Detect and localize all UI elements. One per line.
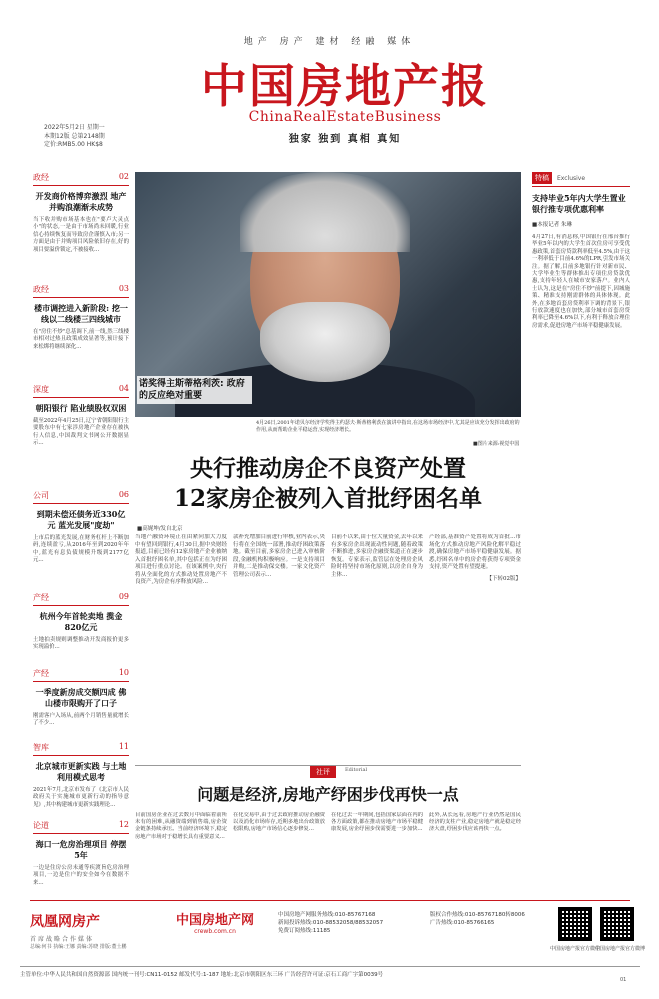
sidebar-index: [33, 172, 129, 942]
contact-line: 新闻投诉热线:010-88532058/88532057: [278, 920, 384, 926]
sidebar-summary: 2021年7月,北京市发布了《北京市人民政府关于实施城市更新行动的指导意见》,其中构建城市更新实践理论...: [33, 787, 129, 808]
contact-line: 广告热线:010-85766165: [430, 920, 495, 926]
article-column: 产经部,基准资产处置将成为首批...市场化方式推动房地产风险化解平稳过渡,确保房地产市场平稳健康发展。据悉,纾困名单中的房企将获得专项资金支持,资产处置有望提速。 【下转02版】: [429, 534, 521, 582]
footer: [30, 900, 645, 960]
price: 定价:RMB5.00 HK$8: [44, 141, 103, 148]
contact-line: 中国房地产网服务热线:010-85767168: [278, 912, 376, 918]
photo-credit: ■图片来源:视觉中国: [473, 441, 520, 447]
section-label: 深度: [33, 385, 49, 394]
issue-number: 本期12版 总第2148期: [44, 132, 105, 140]
website-url: crewb.com.cn: [194, 928, 236, 935]
sidebar-summary: 上市后的蓝光发展,在财务杠杆上不断加码,连续盈亏,从2016年至到2020年年中,蓝光有息负债规模升级到2177亿元...: [33, 535, 129, 564]
imprint-line: 主管单位:中华人民共和国自然资源部 国内统一刊号:CN11-0152 邮发代号:1-187 地址:北京市朝阳区东三环 广告经营许可证:京石工商广字第0039号: [20, 966, 640, 978]
website-brand[interactable]: [155, 909, 275, 935]
article-column: 目前不以来,由于位大量资金,去年以来有多家房企出现流动性问题,随着政策不断推进,多家房企融资渠道正在逐步恢复。专家表示,监管层在处理房企风险时将坚持市场化原则,以房企自身为主体...: [331, 534, 423, 578]
section-label: 产经: [33, 669, 49, 678]
sidebar-title: 北京城市更新实践 与土地利用模式思考: [35, 761, 127, 782]
section-label: 政经: [33, 173, 49, 182]
section-label: 政经: [33, 285, 49, 294]
main-content: [135, 172, 521, 942]
website-name: 中国房地产网: [175, 913, 254, 928]
sidebar-title: 朝阳银行 陷业绩股权双困: [35, 403, 127, 413]
sidebar-summary: 土地拍卖规则调整推动开发商报价更多实现溢价...: [33, 637, 129, 651]
sidebar-item[interactable]: [33, 490, 129, 565]
feature-tag-en: Exclusive: [557, 174, 586, 182]
editorial-column: 在化交易中,由于过去政府推动房企融资以及消化市场库存,近期多地出台政策放松限购,房地产市场信心逐步修复...: [233, 812, 325, 833]
page-ref: 11: [118, 742, 129, 751]
feature-title[interactable]: 支持毕业5年内大学生置业 银行推专项优惠利率: [532, 193, 626, 214]
page-ref: 02: [118, 172, 129, 181]
sidebar-item[interactable]: [33, 820, 129, 887]
partner-logo[interactable]: [30, 911, 140, 943]
sidebar-title: 开发商价格博弈激烈 地产并购浪潮渐未成势: [35, 191, 127, 212]
masthead-area: [0, 0, 659, 150]
section-label: 产经: [33, 593, 49, 602]
page-ref: 04: [118, 384, 129, 393]
sidebar-item[interactable]: [33, 742, 129, 809]
sidebar-title: 海口一危房治理项目 停摆5年: [35, 839, 127, 860]
article-byline: ■高娓坤/发自北京: [137, 526, 183, 532]
sidebar-summary: 当下收并购市场基本也在"要卢大灵点小"的状态,一是由于市场尚未回暖,行业信心持续恢复而导致房企谨慎入市;另一方面是由于并购项目风险依旧存在,好的项目要溢价锁定,不被接收...: [33, 217, 129, 253]
english-name: ChinaRealEstateBusiness: [248, 109, 442, 125]
publication-info: [44, 124, 105, 150]
sidebar-summary: 一边是住房公房未通等疾渡旨危房治理项目,一边是住户的安全如今在数据不来...: [33, 865, 129, 886]
continued-note[interactable]: 【下转02版】: [486, 575, 521, 582]
motto: 独家 独到 真相 真知: [288, 134, 402, 145]
photo-caption: 诺奖得主斯蒂格利茨: 政府的反应绝对重要: [137, 376, 252, 404]
sidebar-title: 一季度新房成交额四成 佛山楼市限购开了口子: [35, 687, 127, 708]
section-label: 公司: [33, 491, 49, 500]
feature-tag: 特稿: [532, 172, 552, 184]
sidebar-summary: 在"房住不炒"总基调下,前一线,然三线楼市相对过热且政策成效显著等,预计接下来松绑将继续深化...: [33, 329, 129, 350]
page-number: 01: [620, 977, 627, 983]
partner-logo-sub: 首席战略合作媒体: [30, 936, 95, 943]
qr-label: 中国房地产报官方微信: [549, 946, 600, 952]
editorial-column: 目前国房企业在过去数月中面临着前所未有的困难,从融资端到销售端,房企资金链条持续承压。当前经济环境下,稳定房地产市场对于稳增长具有重要意义...: [135, 812, 227, 840]
page-ref: 12: [118, 820, 129, 829]
partner-logo-text: 凤凰网房产: [30, 914, 100, 930]
sidebar-summary: 刚需客户入场从,前两个月销售量就增长了不少...: [33, 713, 129, 727]
editorial-column: 在化过去一年期间,包括国家层面在内的各方面政策,都在推动房地产市场平稳健康发展,房企纾困步伐需要进一步加快...: [331, 812, 423, 833]
sidebar-item[interactable]: [33, 668, 129, 728]
section-label: 智库: [33, 743, 49, 752]
sidebar-item[interactable]: [33, 384, 129, 448]
contact-line: 版权合作热线:010-85767180转8006: [430, 912, 525, 918]
sidebar-title: 楼市调控进入新阶段: 挖一线以二线楼三四线城市: [34, 303, 128, 324]
contact-line: 免费订阅热线:11185: [278, 928, 331, 934]
pub-date: 2022年5月2日 星期一: [44, 124, 105, 131]
article-column: 当地产融资环境正在由紧向加大力度中有望回到银行,4月30日,据中央财经报道,目前已经有12家房地产企业被纳入首批纾困名单,其中包括正在为纾困项目进行重点讨论。在该案例中,央行将从全面化的方式推动处置房地产不良资产,为房企有序释放风险...: [135, 534, 227, 585]
sidebar-item[interactable]: [33, 172, 129, 254]
sidebar-title: 杭州今年首轮卖地 揽金820亿元: [39, 611, 123, 632]
page-ref: 09: [118, 592, 129, 601]
sidebar-title: 到期未偿还债务近330亿元 蓝光发展"度劫": [36, 509, 126, 530]
editorial-title[interactable]: 问题是经济,房地产纾困步伐再快一点: [197, 785, 459, 804]
lead-photo[interactable]: [135, 172, 521, 417]
section-label: 论道: [33, 821, 49, 830]
sidebar-item[interactable]: [33, 592, 129, 652]
photo-description: 4月26日,2001年诺贝尔经济学奖得主约瑟夫·斯蒂格利茨在演讲中指出,在这场市场经济中,尤其是应该充分发挥出政府的作用,从而帮助企业平稳运营,实现经济增长。: [256, 420, 520, 433]
sidebar-summary: 截至2022年4月25日,辽宁省朝阳银行主要股东中有七家涉房地产企业存在被执行人信息,中国裁判文书网公开数据显示...: [33, 418, 129, 447]
weibo-qr-code[interactable]: [600, 907, 634, 941]
editorial-divider: [135, 765, 521, 777]
slogan: 地产 房产 建材 经融 媒体: [243, 37, 416, 47]
editorial-column: 此外,从长远看,房地产行业仍然是国民经济的支柱产业,稳定房地产就是稳定经济大盘,纾困步伐应该再快一点。: [429, 812, 521, 833]
editorial-tag: 社评: [310, 766, 336, 778]
feature-column: [532, 172, 630, 942]
wechat-qr-code[interactable]: [558, 907, 592, 941]
page-ref: 10: [118, 668, 129, 677]
feature-byline: ■本报记者 朱琳: [532, 222, 572, 228]
article-column: 款补充增加目前进行审核,业内表示,央行将在全国统一部署,推动纾困政策落地。截至目前,多家房企已进入审核阶段,金融机构积极响应。一是支持项目并购,二是推动保交楼。一家文化资产管理公司表示...: [233, 534, 325, 578]
editors-credit: 总编:何书 执编:王娜 责编:苏晓 排版:董士鹏: [30, 944, 127, 950]
feature-body: 4月27日,有消息称,中国银行在邢台推行毕业5年以内的大学生首次住房可享受优惠政策,首套房贷款利率低至4.5%,由于这一利率低于目前4.6%的LPR,引发市场关注。据了解,目前多地银行针对新市民、大学毕业生等群体推出专项住房贷款优惠,支持年轻人在城市安家落户。业内人士认为,这是在"房住不炒"前提下,因城施策、精准支持刚需群体的具体体现。此外,在多地首套房贷利率下调的背景下,银行放款速度也在加快,部分城市首套房贷利率已降至4.6%以下,有利于释放合理住房需求,促进房地产市场平稳健康发展。: [532, 234, 630, 329]
page-ref: 03: [118, 284, 129, 293]
sidebar-item[interactable]: [33, 284, 129, 351]
qr-label: 中国房地产报官方微博: [594, 946, 645, 952]
newspaper-masthead: 中国房地产报: [201, 59, 489, 113]
page-ref: 06: [118, 490, 129, 499]
editorial-tag-en: Editorial: [345, 767, 368, 773]
lead-headline[interactable]: 央行推动房企不良资产处置 12家房企被列入首批纾困名单: [173, 455, 482, 512]
